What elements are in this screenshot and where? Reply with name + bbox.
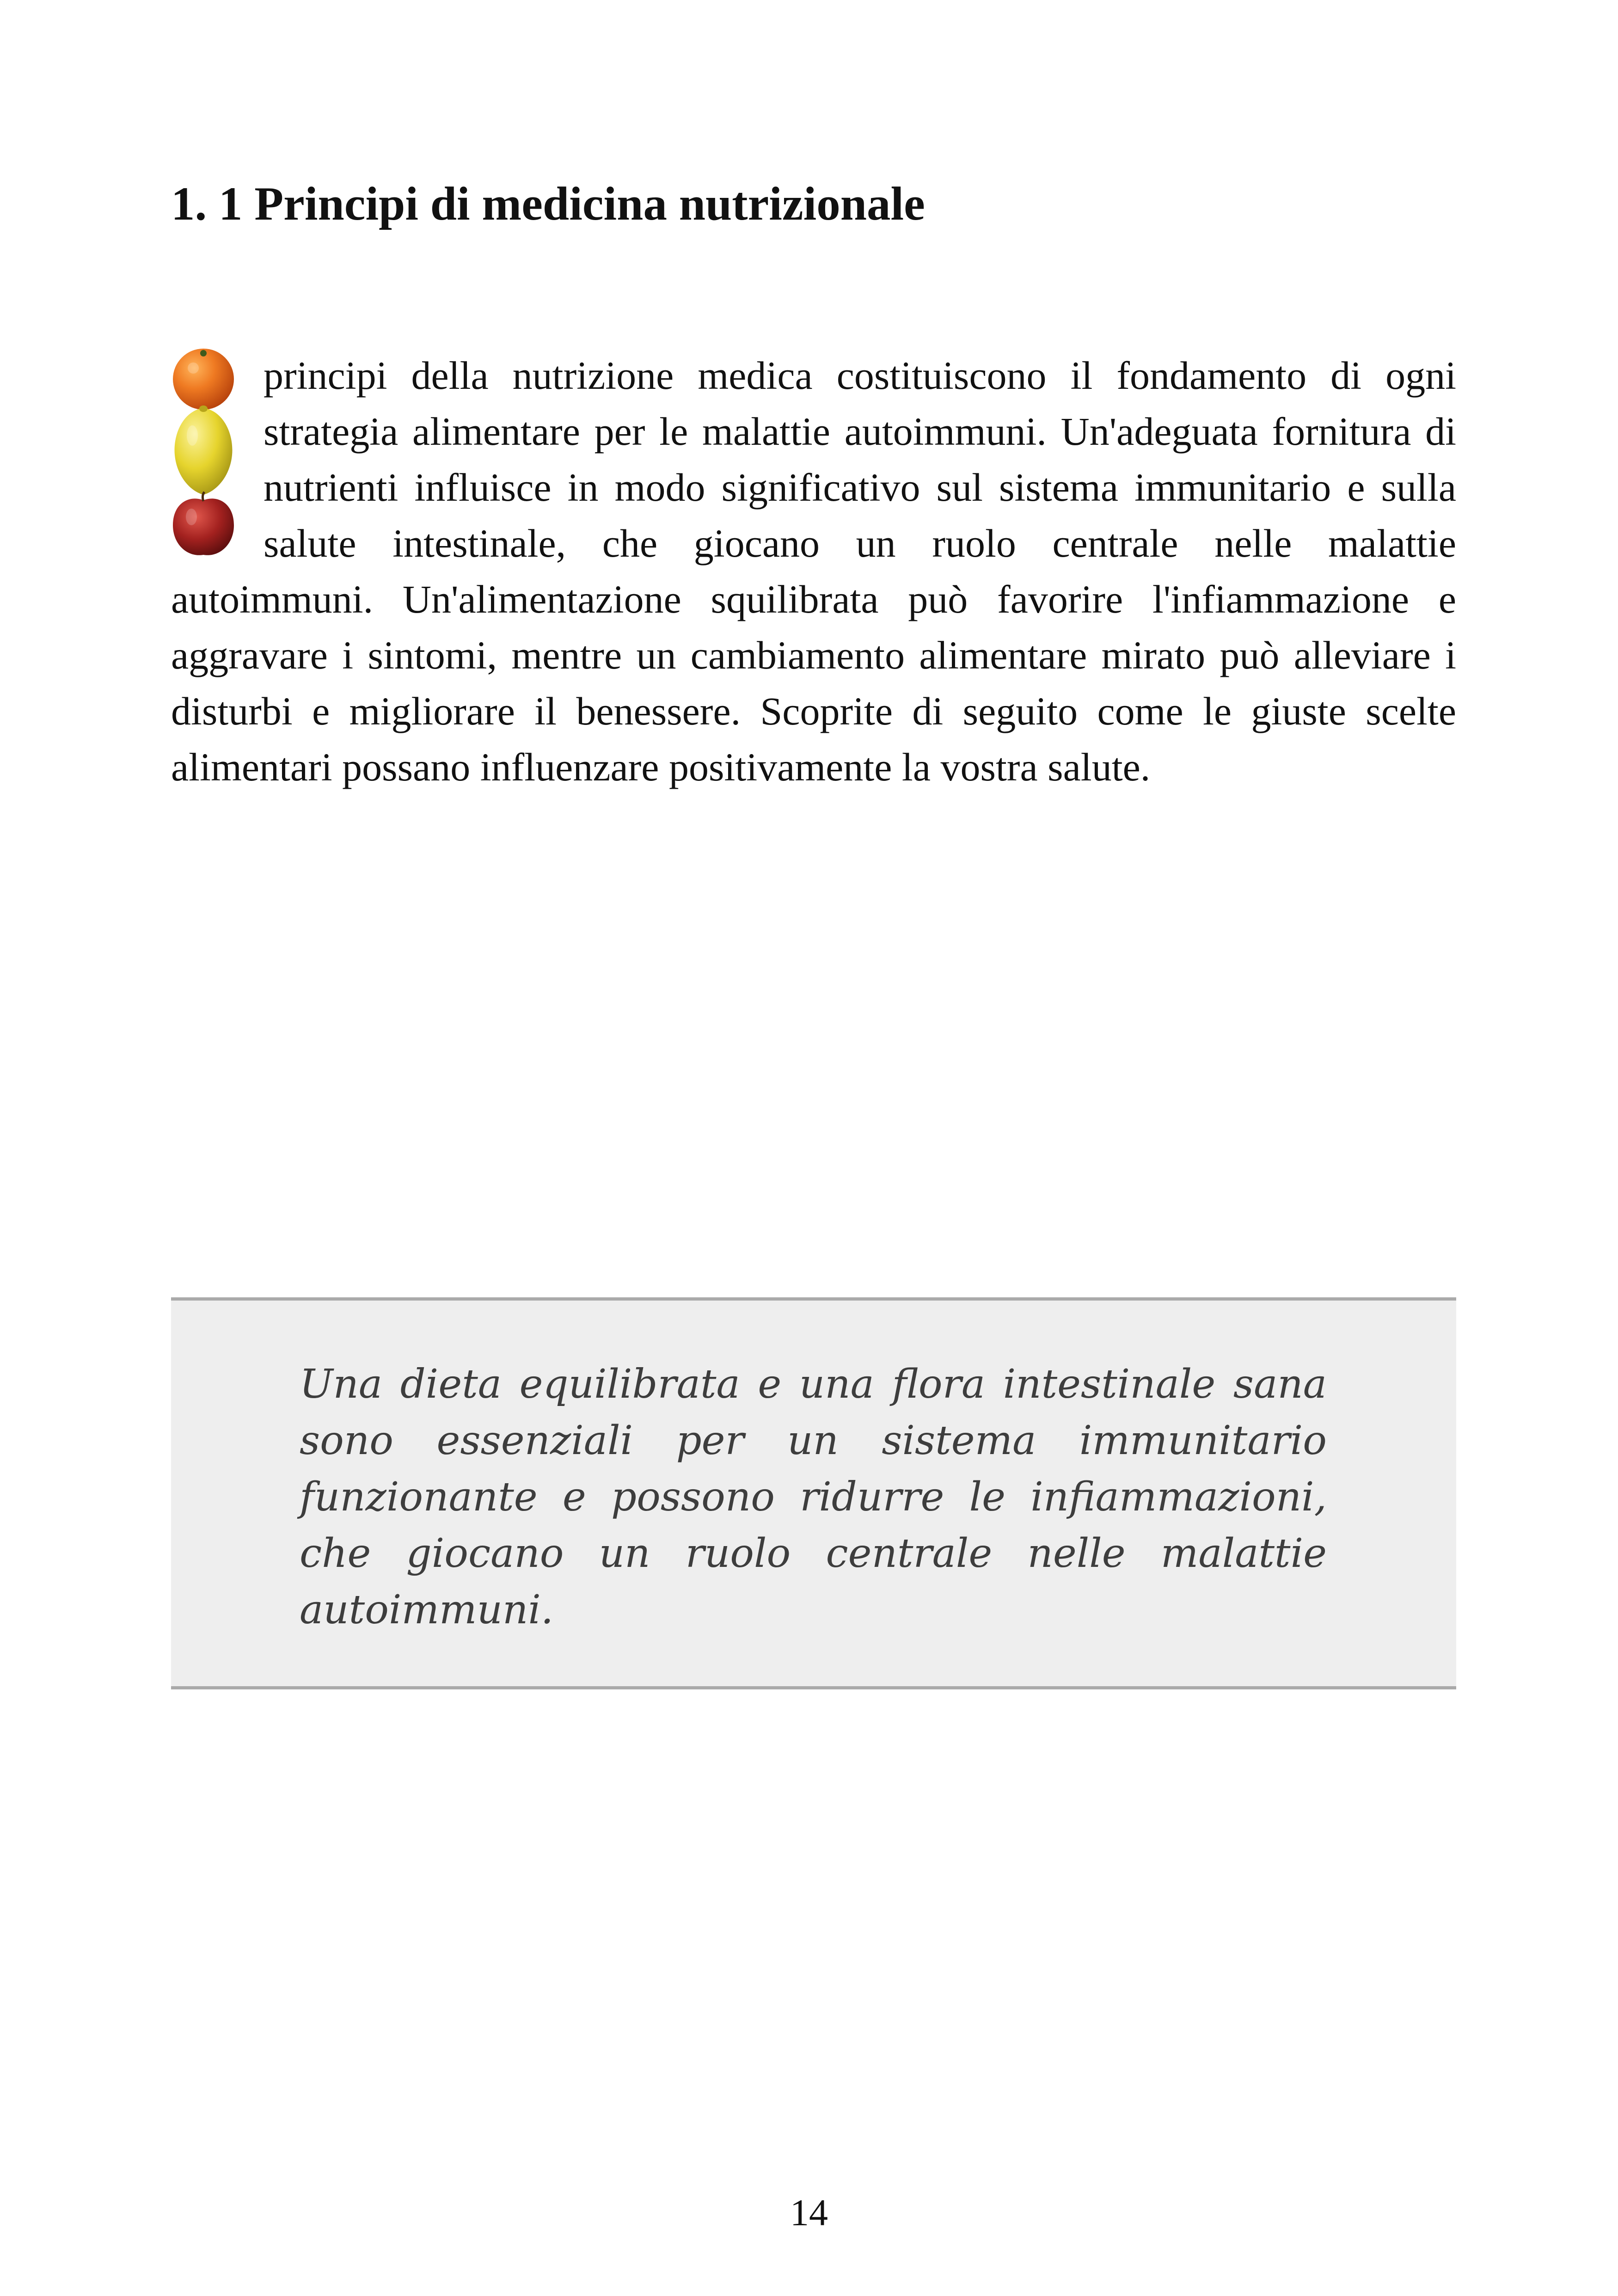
intro-text: principi della nutrizione medica costituiscono il fondamento di ogni strategia alimentare per le malattie autoimmuni. Un'adeguata fornitura di nutrienti influisce in modo significativo sul sistema immunitario e sulla salute intestinale, che giocano un ruolo centrale nelle malattie autoimmuni. Un'alimentazione squilibrata può favorire l'infiammazione e aggravare i sintomi, mentre un cambiamento alimentare mirato può alleviare i disturbi e migliorare il benessere. Scoprite di seguito come le giuste scelte alimentari possano influenzare positivamente la vostra salute. [171,353,1456,789]
intro-paragraph [171,348,1456,795]
callout-text: Una dieta equilibrata e una flora intestinale sana sono essenziali per un sistema immunitario funzionante e possono ridurre le infiammazioni, che giocano un ruolo centrale nelle malattie autoimmuni. [300,1361,1327,1633]
fruit-dropcap-icon [171,348,236,558]
section-heading: 1. 1 Principi di medicina nutrizionale [171,178,925,230]
lemon-icon [175,405,233,495]
page-number: 14 [790,2192,828,2234]
orange-icon [173,349,234,410]
apple-icon [173,492,234,555]
callout-box [171,1297,1456,1689]
